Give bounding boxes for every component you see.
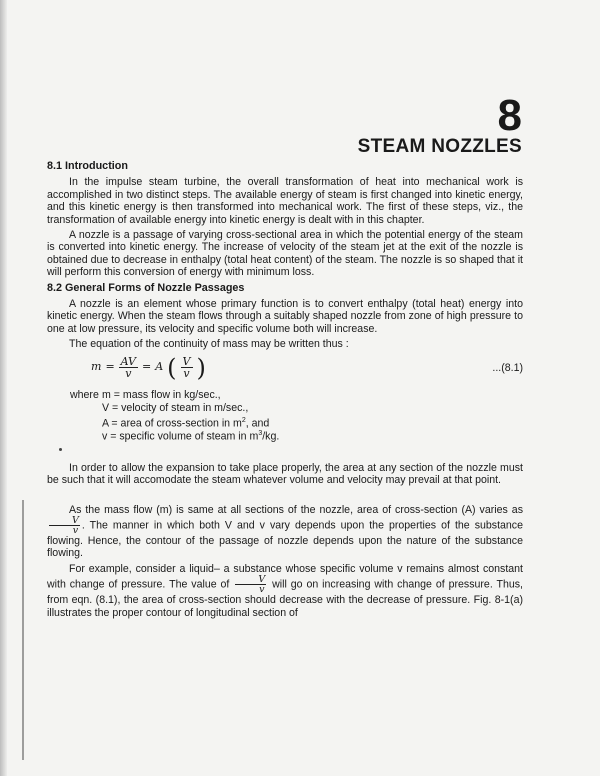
intro-paragraph-1: In the impulse steam turbine, the overall transformation of heat into mechanical work is accomplished in two distinct steps. The available energy of steam is first changed into kinetic energy, and this kinetic energy is then transformed into mechanical work. The first of these steps, viz., the transformation of available energy into kinetic energy is dealt with in this chapter. xyxy=(47,176,523,226)
nozzle-paragraph-3: In order to allow the expansion to take place properly, the area at any section of the nozzle must be such that it will accomodate the steam whatever volume and velocity may prevail at that point. xyxy=(47,461,523,487)
inline-fraction-v-over-v: $\frac{V}{v}$ xyxy=(49,516,80,535)
definition-line xyxy=(70,389,523,402)
margin-rule xyxy=(22,500,24,760)
definition-velocity: V = velocity of steam in m/sec., xyxy=(102,401,249,414)
definition-line xyxy=(70,402,523,415)
equation-body xyxy=(91,353,206,382)
continuity-equation xyxy=(47,354,523,386)
where-label: where xyxy=(70,388,99,401)
open-paren: ( xyxy=(167,353,177,382)
nozzle-paragraph-1: A nozzle is an element whose primary function is to convert enthalpy (total heat) energy into kinetic energy. When the steam flows through a suitably shaped nozzle from zone of high pressure to one at low pressure, its velocity and specific volume both will increase. xyxy=(47,298,523,335)
equation-fraction-1 xyxy=(119,356,138,379)
page-content xyxy=(47,160,523,622)
nozzle-paragraph-2: The equation of the continuity of mass may be written thus : xyxy=(69,338,349,351)
definition-mass-flow: m = mass flow in kg/sec., xyxy=(102,388,221,401)
page-edge-shadow xyxy=(0,0,7,776)
equation-lhs: m xyxy=(91,360,102,374)
close-paren: ) xyxy=(196,353,206,382)
equation-number: ...(8.1) xyxy=(492,361,523,374)
nozzle-paragraph-5: For example, consider a liquid– a substance whose specific volume v remains almost constant with change of pressure. The value of $\frac{V}{v}$ will go on increasing with change of pressure. Thus, from eqn. (8.1), the area of cross-section should decrease with the decrease of pressure. Fig. 8-1(a) illustrates the proper contour of longitudinal section of xyxy=(47,562,523,619)
definition-specific-volume: v = specific volume of steam in $m^3/kg$. xyxy=(102,429,280,443)
inline-fraction-v-over-v: $\frac{V}{v}$ xyxy=(235,575,266,594)
chapter-title: STEAM NOZZLES xyxy=(357,136,522,157)
definition-area: A = area of cross-section in $m^2$, and xyxy=(102,416,270,430)
fraction-1-numerator: AV xyxy=(120,355,136,369)
definition-line xyxy=(70,428,523,441)
definition-line xyxy=(70,415,523,428)
nozzle-paragraph-4: As the mass flow (m) is same at all sections of the nozzle, area of cross-section (A) varies as $\frac{V}{v}$ . The manner in which both V and v vary depends upon the properties of the substance flowing. Hence, the contour of the passage of nozzle depends upon the nature of the substance flowing. xyxy=(47,503,523,560)
fraction-2-denominator: v xyxy=(183,367,190,381)
equation-equals-1: = xyxy=(105,360,115,374)
section-heading-introduction: 8.1 Introduction xyxy=(47,160,128,172)
variable-definitions xyxy=(70,389,523,441)
equation-equals-2: = xyxy=(142,360,152,374)
fraction-1-denominator: v xyxy=(125,367,132,381)
fraction-2-numerator: V xyxy=(182,355,191,369)
section-heading-nozzle-forms: 8.2 General Forms of Nozzle Passages xyxy=(47,281,245,294)
stray-dot-row xyxy=(47,444,523,462)
stray-dot xyxy=(59,448,62,451)
equation-coefficient: A xyxy=(155,360,164,374)
chapter-number: 8 xyxy=(497,91,522,140)
equation-fraction-2 xyxy=(181,356,193,379)
intro-paragraph-2: A nozzle is a passage of varying cross-sectional area in which the potential energy of the steam is converted into kinetic energy. The increase of velocity of the steam jet at the exit of the nozzle is obtained due to decrease in enthalpy (total heat content) of the steam. The nozzle is so shaped that it will perform this conversion of energy with minimum loss. xyxy=(47,229,523,279)
